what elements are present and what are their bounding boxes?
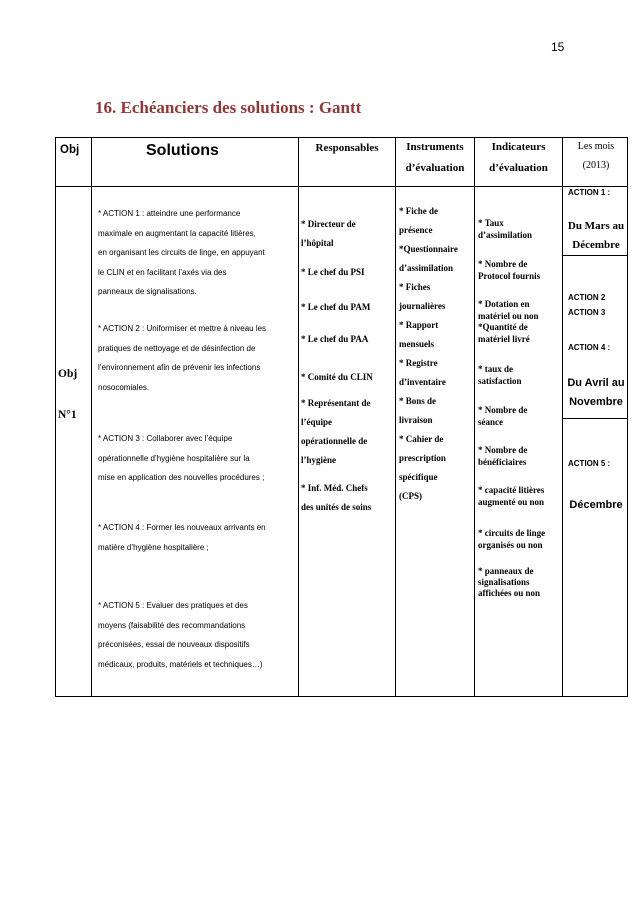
indicateur-line: matériel ou non bbox=[478, 310, 539, 321]
solution-line: mise en application des nouvelles procédures ; bbox=[98, 473, 265, 482]
header-indicateurs bbox=[475, 141, 562, 174]
solution-line: * ACTION 4 : Former les nouveaux arrivants en bbox=[98, 523, 266, 532]
solution-line: * ACTION 2 : Uniformiser et mettre à niveau les bbox=[98, 324, 267, 333]
instrument-line: *Questionnaire bbox=[399, 244, 458, 254]
instrument-line: mensuels bbox=[399, 339, 435, 349]
header-mois-line2: (2013) bbox=[582, 160, 610, 171]
solution-line: médicaux, produits, matériels et techniques…) bbox=[98, 659, 263, 669]
page-number: 15 bbox=[551, 40, 565, 54]
responsable-psi bbox=[301, 267, 395, 277]
solution-action-5 bbox=[98, 596, 296, 674]
solution-action-3 bbox=[98, 429, 296, 488]
indicateur-satisfaction bbox=[478, 364, 562, 387]
instrument-line: * Fiche de bbox=[399, 206, 438, 216]
solution-line: le CLIN et en facilitant l’axés via des bbox=[98, 267, 227, 277]
indicateur-line: *Quantité de bbox=[478, 322, 528, 332]
mois-action-2: ACTION 2 bbox=[568, 293, 606, 302]
instrument-line: d’assimilation bbox=[399, 263, 454, 273]
indicateur-taux-assimilation bbox=[478, 218, 562, 241]
mois-period-line: Novembre bbox=[569, 396, 623, 408]
responsable-paa bbox=[301, 334, 395, 344]
header-indicateurs-line2: d’évaluation bbox=[489, 162, 548, 174]
header-instruments-line1: Instruments bbox=[406, 141, 464, 153]
responsable-line: * Inf. Méd. Chefs bbox=[301, 483, 368, 493]
objective-label: Obj bbox=[58, 368, 78, 380]
indicateur-line: * circuits de linge bbox=[478, 528, 546, 538]
responsable-inf-med bbox=[301, 479, 395, 517]
header-solutions: Solutions bbox=[146, 142, 219, 159]
instrument-line: * Bons de bbox=[399, 396, 437, 406]
indicateur-line: affichées ou non bbox=[478, 588, 541, 598]
solution-line: nosocomiales. bbox=[98, 382, 150, 392]
indicateur-line: * Nombre de bbox=[478, 259, 528, 269]
indicateur-line: * Nombre de bbox=[478, 405, 528, 415]
responsable-line: * Directeur de bbox=[301, 219, 356, 229]
indicateur-line: matériel livré bbox=[478, 333, 530, 344]
header-divider bbox=[56, 186, 627, 187]
solution-action-1 bbox=[98, 204, 296, 302]
instrument-line: présence bbox=[399, 225, 433, 235]
solution-line: * ACTION 1 : atteindre une performance bbox=[98, 209, 241, 218]
indicateur-line: Protocol fournis bbox=[478, 270, 541, 281]
solution-action-2 bbox=[98, 319, 296, 397]
responsable-line: l’équipe bbox=[301, 417, 333, 427]
solution-line: panneaux de signalisations. bbox=[98, 287, 197, 296]
header-mois bbox=[563, 141, 629, 171]
responsable-line: l’hygiène bbox=[301, 455, 336, 465]
indicateur-line: * taux de bbox=[478, 364, 514, 374]
instrument-line: d’inventaire bbox=[399, 377, 446, 387]
indicateur-line: signalisations bbox=[478, 577, 530, 587]
solution-action-4 bbox=[98, 518, 296, 557]
instrument-line: * Rapport bbox=[399, 320, 439, 330]
mois-period-2 bbox=[563, 374, 629, 412]
objective-number: N°1 bbox=[58, 409, 77, 421]
mois-period-line: Du Avril au bbox=[567, 377, 625, 389]
responsable-clin bbox=[301, 372, 395, 382]
indicateur-line: d’assimilation bbox=[478, 229, 533, 240]
mois-action-3: ACTION 3 bbox=[568, 308, 606, 317]
solution-line: moyens (faisabilité des recommandations bbox=[98, 620, 246, 630]
instrument-line: spécifique bbox=[399, 472, 438, 482]
indicateur-circuits bbox=[478, 528, 562, 551]
col-divider bbox=[474, 138, 475, 696]
responsable-line: opérationnelle de bbox=[301, 436, 368, 446]
indicateur-line: * Taux bbox=[478, 218, 504, 228]
mois-action-1: ACTION 1 : bbox=[568, 188, 611, 197]
responsable-line: * Le chef du PAM bbox=[301, 302, 371, 312]
mois-period-line: Du Mars au bbox=[567, 220, 625, 232]
mois-action-5: ACTION 5 : bbox=[568, 459, 611, 468]
responsable-equipe-hygiene bbox=[301, 394, 395, 470]
mois-action-4: ACTION 4 : bbox=[568, 343, 611, 352]
instrument-line: * Registre bbox=[399, 358, 438, 368]
col-divider bbox=[395, 138, 396, 696]
solution-line: l’environnement afin de prévenir les infections bbox=[98, 363, 261, 372]
mois-period-line: Décembre bbox=[572, 239, 620, 251]
indicateur-seance bbox=[478, 405, 562, 428]
instrument-line: (CPS) bbox=[399, 491, 422, 501]
indicateur-line: * panneaux de bbox=[478, 566, 534, 576]
instrument-line: journalières bbox=[399, 301, 446, 311]
indicateur-line: organisés ou non bbox=[478, 539, 543, 550]
responsable-line: * Le chef du PAA bbox=[301, 334, 369, 344]
header-responsables: Responsables bbox=[315, 142, 379, 154]
header-indicateurs-line1: Indicateurs bbox=[491, 141, 546, 153]
responsable-line: * Représentant de bbox=[301, 398, 371, 408]
instruments-list bbox=[399, 202, 474, 506]
mois-period-1 bbox=[563, 217, 629, 255]
responsable-line: * Comité du CLIN bbox=[301, 372, 373, 382]
indicateur-dotation bbox=[478, 299, 562, 345]
responsable-pam bbox=[301, 302, 395, 312]
month-divider bbox=[562, 255, 627, 256]
responsable-line: des unités de soins bbox=[301, 502, 372, 512]
indicateur-line: * capacité litières bbox=[478, 485, 545, 495]
instrument-line: * Cahier de bbox=[399, 434, 444, 444]
indicateur-beneficiaires bbox=[478, 445, 562, 468]
solution-line: * ACTION 5 : Evaluer des pratiques et des bbox=[98, 601, 248, 610]
indicateur-line: * Dotation en bbox=[478, 299, 530, 309]
col-divider bbox=[298, 138, 299, 696]
indicateur-line: séance bbox=[478, 416, 503, 427]
instrument-line: livraison bbox=[399, 415, 433, 425]
responsable-directeur bbox=[301, 215, 395, 253]
solution-line: opérationnelle d’hygiène hospitalière sur la bbox=[98, 453, 250, 463]
instrument-line: * Fiches bbox=[399, 282, 431, 292]
indicateur-protocol bbox=[478, 259, 562, 282]
solution-line: maximale en augmentant la capacité litières, bbox=[98, 228, 256, 238]
indicateur-capacite bbox=[478, 485, 562, 508]
section-title: 16. Echéanciers des solutions : Gantt bbox=[95, 98, 362, 117]
indicateur-line: augmenté ou non bbox=[478, 496, 545, 507]
col-divider bbox=[91, 138, 92, 696]
solution-line: * ACTION 3 : Collaborer avec l’équipe bbox=[98, 434, 233, 443]
header-instruments bbox=[396, 141, 474, 174]
solution-line: pratiques de nettoyage et de désinfection de bbox=[98, 343, 256, 353]
responsable-line: * Le chef du PSI bbox=[301, 267, 365, 277]
indicateur-panneaux bbox=[478, 566, 562, 599]
mois-period-3: Décembre bbox=[569, 499, 623, 511]
header-mois-line1: Les mois bbox=[577, 141, 615, 152]
indicateur-line: * Nombre de bbox=[478, 445, 528, 455]
solution-line: préconisées, essai de nouveaux dispositifs bbox=[98, 640, 250, 649]
gantt-table bbox=[55, 137, 628, 697]
responsable-line: l’hôpital bbox=[301, 238, 334, 248]
header-instruments-line2: d’évaluation bbox=[405, 162, 465, 174]
solution-line: en organisant les circuits de linge, en appuyant bbox=[98, 248, 265, 257]
solution-line: matière d’hygiène hospitalière ; bbox=[98, 542, 209, 552]
instrument-line: prescription bbox=[399, 453, 446, 463]
month-divider bbox=[562, 418, 627, 419]
indicateur-line: satisfaction bbox=[478, 375, 522, 386]
header-obj: Obj bbox=[60, 144, 80, 156]
indicateur-line: bénéficiaires bbox=[478, 456, 527, 467]
